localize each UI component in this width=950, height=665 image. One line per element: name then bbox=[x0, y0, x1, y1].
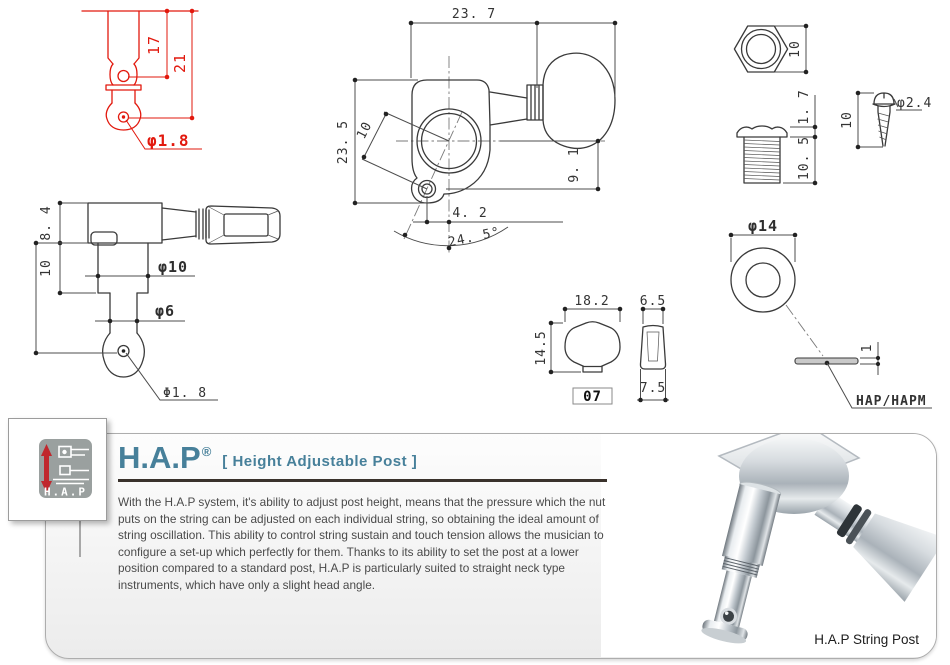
dim-237: 23. 7 bbox=[451, 7, 497, 22]
drawing-tuner-side bbox=[34, 201, 280, 401]
dim-17: 17 bbox=[145, 34, 163, 56]
dim-10-back: 10 bbox=[354, 119, 376, 142]
dim-phi18-side: Φ1. 8 bbox=[163, 386, 208, 401]
dim-182: 18.2 bbox=[574, 294, 610, 309]
hap-logo-box bbox=[8, 418, 107, 521]
dim-phi18-red: φ1.8 bbox=[147, 131, 190, 150]
drawing-washer bbox=[729, 217, 932, 409]
hap-logo bbox=[9, 419, 104, 518]
registered-mark: ® bbox=[201, 444, 212, 459]
title-rule bbox=[118, 479, 607, 482]
drawing-bushing bbox=[737, 89, 817, 185]
dim-105: 10. 5 bbox=[797, 135, 812, 181]
dim-17-bushing: 1. 7 bbox=[797, 89, 812, 125]
dim-phi14: φ14 bbox=[747, 217, 779, 235]
dim-angle: 24. 5° bbox=[446, 224, 502, 251]
logo-connector-line bbox=[79, 519, 81, 557]
bushing-threads bbox=[744, 140, 780, 180]
dim-washer-1: 1 bbox=[860, 343, 875, 353]
drawing-screw bbox=[840, 91, 932, 150]
dim-phi24: φ2.4 bbox=[897, 96, 933, 111]
dim-65: 6.5 bbox=[639, 294, 667, 309]
dim-91: 9. 1 bbox=[567, 147, 582, 183]
dim-84: 8. 4 bbox=[39, 205, 54, 241]
dim-phi6: φ6 bbox=[155, 302, 176, 320]
dim-nut-10: 10 bbox=[788, 40, 803, 58]
dim-145: 14.5 bbox=[534, 330, 549, 366]
button-model-no: 07 bbox=[583, 389, 602, 405]
dim-42: 4. 2 bbox=[452, 206, 488, 221]
drawing-string-post-front bbox=[82, 9, 202, 150]
drawing-button bbox=[534, 294, 669, 405]
dim-235: 23. 5 bbox=[336, 119, 351, 165]
dim-phi10: φ10 bbox=[158, 258, 189, 276]
logo-text: H.A.P bbox=[43, 485, 88, 499]
drawing-hex-nut bbox=[734, 24, 808, 75]
hap-subtitle: [ Height Adjustable Post ] bbox=[222, 453, 418, 470]
hap-string-post-photo bbox=[601, 434, 936, 657]
photo-caption: H.A.P String Post bbox=[814, 632, 919, 647]
drawing-tuner-back bbox=[336, 7, 617, 255]
dim-10-side: 10 bbox=[39, 259, 54, 277]
dim-75: 7.5 bbox=[639, 381, 667, 396]
dim-21: 21 bbox=[171, 52, 189, 74]
washer-part-label: HAP/HAPM bbox=[856, 394, 927, 409]
hap-description: With the H.A.P system, it's ability to adjust post height, means that the pressure which the nut puts on the string can be adjusted on each individual string, so obtaining the ideal amount of string oscillation. This ability to control string sustain and touch tension allows the musician to configure a set-up which perfectly for them. Thanks to its ability to set the post at a lower position compared to a standard post, H.A.P is particularly suited to straight neck type instruments, which have only a slight head angle. bbox=[118, 495, 606, 592]
hap-panel bbox=[45, 433, 937, 659]
dim-screw-10: 10 bbox=[840, 111, 855, 129]
hap-title: H.A.P bbox=[118, 440, 201, 475]
panel-title-row bbox=[118, 442, 417, 473]
